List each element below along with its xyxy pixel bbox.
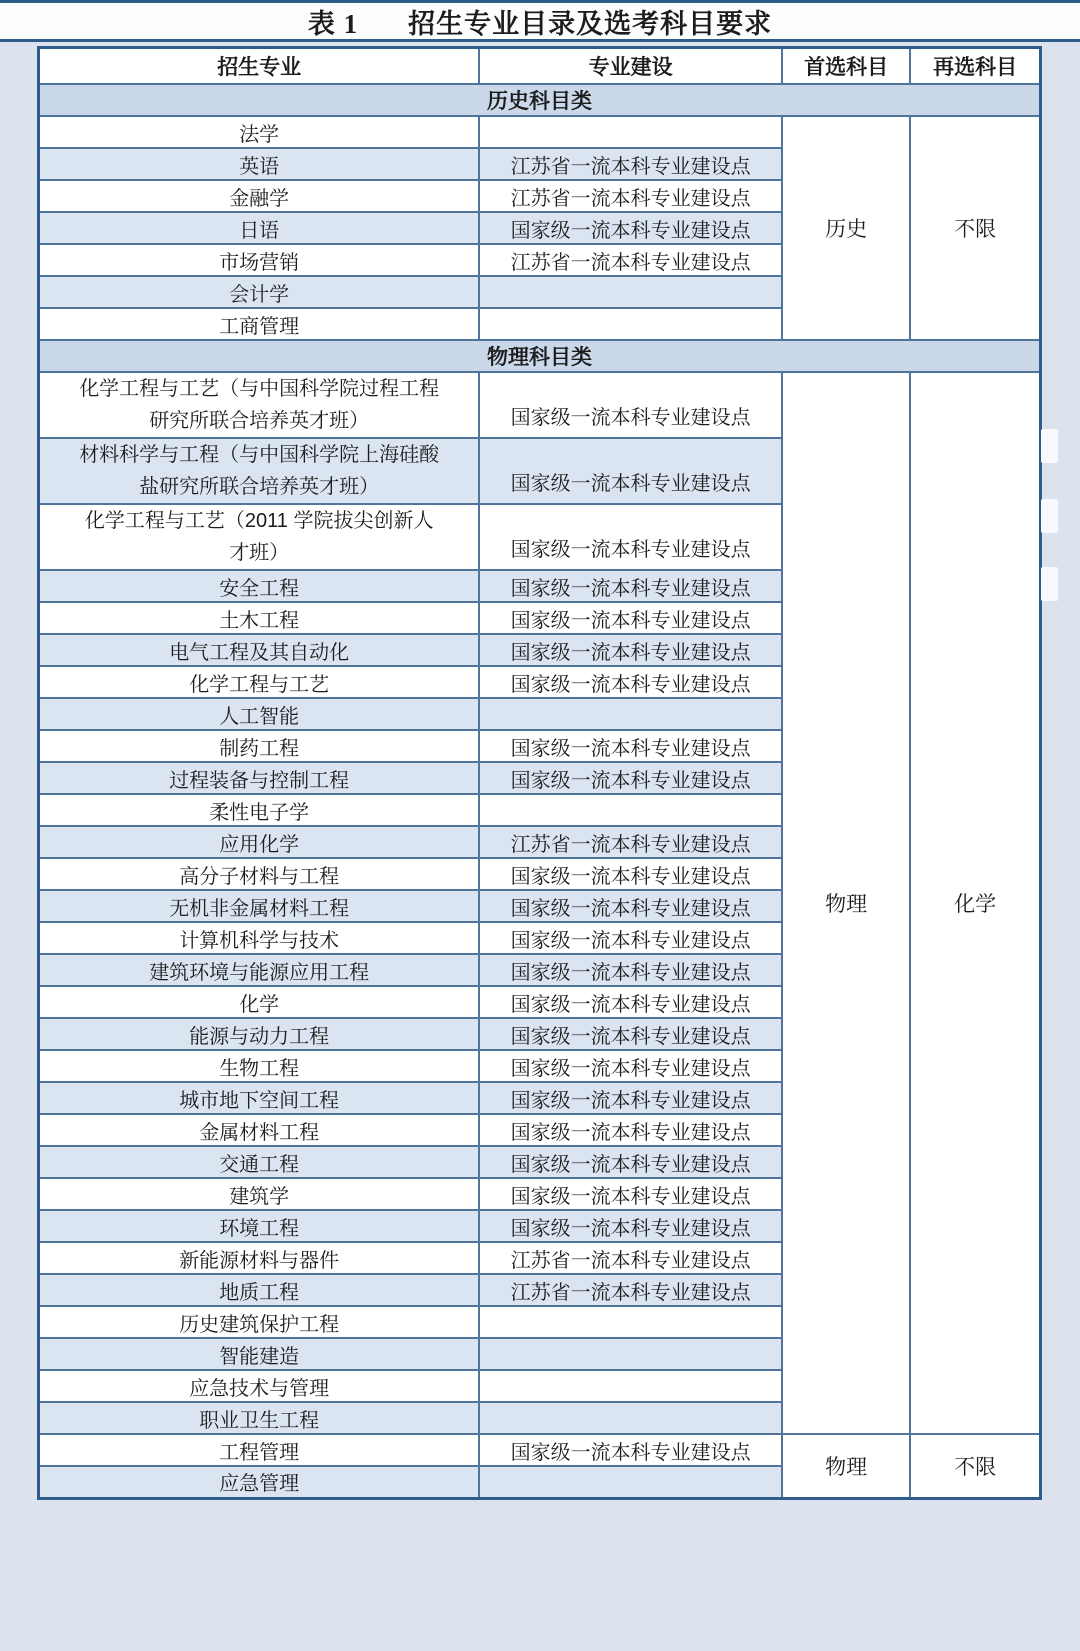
construction-cell: 国家级一流本科专业建设点 xyxy=(479,570,782,602)
major-cell: 化学工程与工艺（与中国科学院过程工程研究所联合培养英才班） xyxy=(39,372,480,438)
table-header xyxy=(39,48,1041,85)
construction-cell: 国家级一流本科专业建设点 xyxy=(479,1434,782,1466)
construction-cell xyxy=(479,698,782,730)
major-cell: 制药工程 xyxy=(39,730,480,762)
header-row xyxy=(39,48,1041,85)
construction-cell: 江苏省一流本科专业建设点 xyxy=(479,180,782,212)
screenshot-edge-artifact xyxy=(1041,499,1058,533)
major-cell: 无机非金属材料工程 xyxy=(39,890,480,922)
construction-cell: 国家级一流本科专业建设点 xyxy=(479,1210,782,1242)
construction-cell: 国家级一流本科专业建设点 xyxy=(479,1178,782,1210)
construction-cell: 江苏省一流本科专业建设点 xyxy=(479,1242,782,1274)
construction-cell xyxy=(479,794,782,826)
construction-cell: 国家级一流本科专业建设点 xyxy=(479,212,782,244)
table-row xyxy=(39,372,1041,438)
major-cell: 土木工程 xyxy=(39,602,480,634)
major-cell: 工程管理 xyxy=(39,1434,480,1466)
table-area xyxy=(0,42,1080,1500)
construction-cell: 江苏省一流本科专业建设点 xyxy=(479,1274,782,1306)
construction-cell: 国家级一流本科专业建设点 xyxy=(479,954,782,986)
major-cell: 应用化学 xyxy=(39,826,480,858)
table-title-text: 招生专业目录及选考科目要求 xyxy=(408,8,773,39)
major-cell: 柔性电子学 xyxy=(39,794,480,826)
major-cell: 交通工程 xyxy=(39,1146,480,1178)
column-header: 专业建设 xyxy=(479,48,782,85)
table-body xyxy=(39,84,1041,1498)
major-cell: 职业卫生工程 xyxy=(39,1402,480,1434)
major-cell: 应急管理 xyxy=(39,1466,480,1498)
construction-cell: 江苏省一流本科专业建设点 xyxy=(479,826,782,858)
column-header: 首选科目 xyxy=(782,48,910,85)
admissions-table xyxy=(37,46,1042,1500)
first-subject-cell: 物理 xyxy=(782,1434,910,1498)
construction-cell: 国家级一流本科专业建设点 xyxy=(479,730,782,762)
second-subject-cell: 不限 xyxy=(910,116,1040,340)
construction-cell xyxy=(479,276,782,308)
major-cell: 历史建筑保护工程 xyxy=(39,1306,480,1338)
construction-cell: 国家级一流本科专业建设点 xyxy=(479,438,782,504)
table-title xyxy=(0,0,1080,42)
construction-cell xyxy=(479,1466,782,1498)
first-subject-cell: 物理 xyxy=(782,372,910,1434)
table-row xyxy=(39,116,1041,148)
section-header-row xyxy=(39,340,1041,372)
construction-cell xyxy=(479,116,782,148)
construction-cell xyxy=(479,1402,782,1434)
major-cell: 金属材料工程 xyxy=(39,1114,480,1146)
screenshot-edge-artifact xyxy=(1041,429,1058,463)
major-cell: 法学 xyxy=(39,116,480,148)
table-row xyxy=(39,1434,1041,1466)
major-cell: 计算机科学与技术 xyxy=(39,922,480,954)
construction-cell: 国家级一流本科专业建设点 xyxy=(479,1050,782,1082)
construction-cell: 国家级一流本科专业建设点 xyxy=(479,1114,782,1146)
major-cell: 过程装备与控制工程 xyxy=(39,762,480,794)
major-cell: 城市地下空间工程 xyxy=(39,1082,480,1114)
construction-cell: 国家级一流本科专业建设点 xyxy=(479,504,782,570)
column-header: 招生专业 xyxy=(39,48,480,85)
construction-cell: 国家级一流本科专业建设点 xyxy=(479,762,782,794)
construction-cell xyxy=(479,1306,782,1338)
major-cell: 英语 xyxy=(39,148,480,180)
construction-cell: 江苏省一流本科专业建设点 xyxy=(479,244,782,276)
construction-cell: 江苏省一流本科专业建设点 xyxy=(479,148,782,180)
construction-cell xyxy=(479,1370,782,1402)
major-cell: 环境工程 xyxy=(39,1210,480,1242)
major-cell: 高分子材料与工程 xyxy=(39,858,480,890)
construction-cell: 国家级一流本科专业建设点 xyxy=(479,634,782,666)
major-cell: 化学工程与工艺 xyxy=(39,666,480,698)
major-cell: 工商管理 xyxy=(39,308,480,340)
construction-cell: 国家级一流本科专业建设点 xyxy=(479,602,782,634)
construction-cell: 国家级一流本科专业建设点 xyxy=(479,1018,782,1050)
major-cell: 应急技术与管理 xyxy=(39,1370,480,1402)
construction-cell: 国家级一流本科专业建设点 xyxy=(479,858,782,890)
major-cell: 化学工程与工艺（2011 学院拔尖创新人才班） xyxy=(39,504,480,570)
section-header: 物理科目类 xyxy=(39,340,1041,372)
first-subject-cell: 历史 xyxy=(782,116,910,340)
major-cell: 会计学 xyxy=(39,276,480,308)
second-subject-cell: 化学 xyxy=(910,372,1040,1434)
major-cell: 能源与动力工程 xyxy=(39,1018,480,1050)
construction-cell xyxy=(479,308,782,340)
major-cell: 日语 xyxy=(39,212,480,244)
major-cell: 建筑学 xyxy=(39,1178,480,1210)
major-cell: 化学 xyxy=(39,986,480,1018)
construction-cell: 国家级一流本科专业建设点 xyxy=(479,890,782,922)
major-cell: 材料科学与工程（与中国科学院上海硅酸盐研究所联合培养英才班） xyxy=(39,438,480,504)
major-cell: 电气工程及其自动化 xyxy=(39,634,480,666)
major-cell: 智能建造 xyxy=(39,1338,480,1370)
major-cell: 地质工程 xyxy=(39,1274,480,1306)
construction-cell xyxy=(479,1338,782,1370)
construction-cell: 国家级一流本科专业建设点 xyxy=(479,1082,782,1114)
major-cell: 人工智能 xyxy=(39,698,480,730)
major-cell: 金融学 xyxy=(39,180,480,212)
major-cell: 安全工程 xyxy=(39,570,480,602)
major-cell: 市场营销 xyxy=(39,244,480,276)
column-header: 再选科目 xyxy=(910,48,1040,85)
construction-cell: 国家级一流本科专业建设点 xyxy=(479,922,782,954)
construction-cell: 国家级一流本科专业建设点 xyxy=(479,986,782,1018)
second-subject-cell: 不限 xyxy=(910,1434,1040,1498)
construction-cell: 国家级一流本科专业建设点 xyxy=(479,372,782,438)
major-cell: 生物工程 xyxy=(39,1050,480,1082)
construction-cell: 国家级一流本科专业建设点 xyxy=(479,666,782,698)
screenshot-edge-artifact xyxy=(1041,567,1058,601)
major-cell: 建筑环境与能源应用工程 xyxy=(39,954,480,986)
major-cell: 新能源材料与器件 xyxy=(39,1242,480,1274)
construction-cell: 国家级一流本科专业建设点 xyxy=(479,1146,782,1178)
section-header: 历史科目类 xyxy=(39,84,1041,116)
section-header-row xyxy=(39,84,1041,116)
table-title-label: 表 1 xyxy=(307,8,359,39)
